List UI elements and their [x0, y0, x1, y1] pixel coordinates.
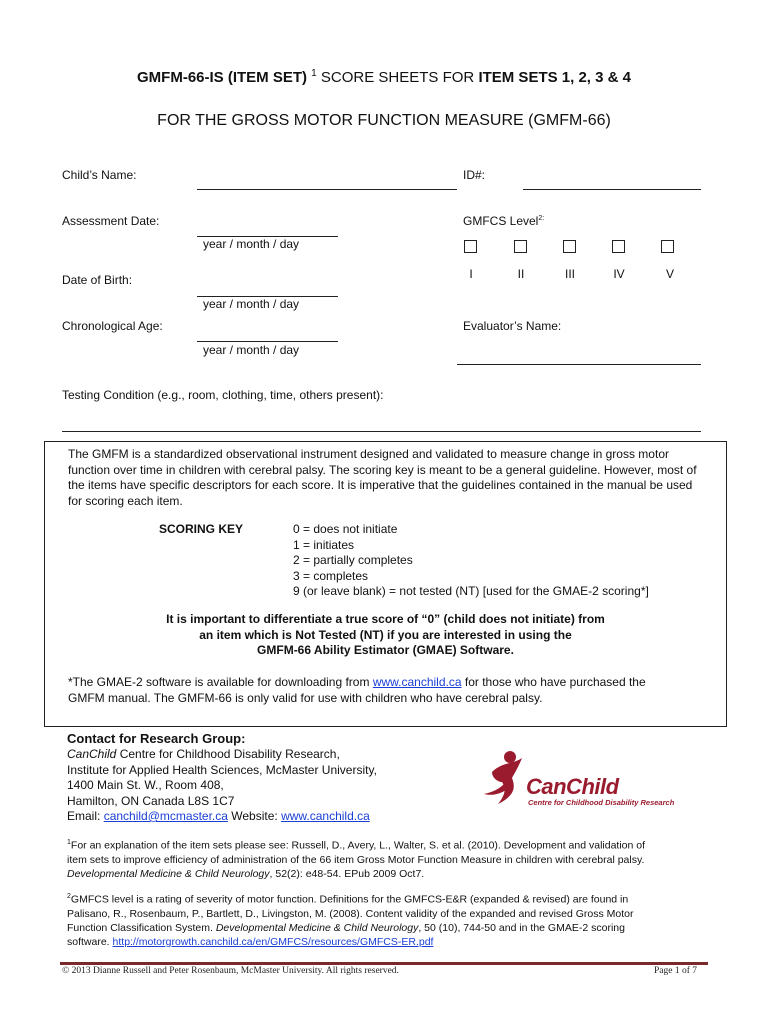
footer-copyright: © 2013 Dianne Russell and Peter Rosenbaum, McMaster University. All rights reserved.	[62, 966, 399, 976]
id-label: ID#:	[463, 168, 486, 182]
contact-line3: 1400 Main St. W., Room 408,	[67, 778, 224, 792]
footer-divider	[60, 962, 708, 965]
logo-name: CanChild	[526, 774, 619, 799]
testing-condition-field[interactable]	[62, 431, 701, 432]
contact-org-italic: CanChild	[67, 747, 117, 761]
contact-org: Centre for Childhood Disability Research,	[116, 747, 340, 761]
gmfcs-checkbox-i[interactable]	[464, 240, 477, 253]
scoring-key-list	[293, 522, 649, 600]
assessment-date-hint: year / month / day	[203, 237, 300, 251]
scoring-key-item: 3 = completes	[293, 568, 369, 583]
footnote-2-marker: 2	[67, 893, 71, 900]
email-label: Email:	[67, 809, 104, 823]
canchild-logo	[484, 748, 714, 810]
email-link[interactable]: canchild@mcmaster.ca	[103, 809, 228, 823]
gmfcs-level-iii: III	[564, 267, 575, 281]
chronological-age-field[interactable]	[197, 341, 338, 342]
footnote-2-line4: software.	[67, 935, 113, 948]
contact-line2: Institute for Applied Health Sciences, McMaster University,	[67, 762, 377, 777]
scoring-key-item: 0 = does not initiate	[293, 522, 398, 536]
chronological-age-hint: year / month / day	[203, 343, 300, 357]
childs-name-label: Child’s Name:	[62, 168, 137, 182]
website-link[interactable]: www.canchild.ca	[281, 809, 370, 823]
gmfcs-level-v: V	[665, 267, 674, 281]
title-part1: GMFM-66-IS (ITEM SET)	[137, 69, 307, 86]
gmae-note-text: *The GMAE-2 software is available for downloading from	[68, 675, 373, 689]
id-field[interactable]	[523, 189, 701, 190]
gmfcs-er-link[interactable]: http://motorgrowth.canchild.ca/en/GMFCS/resources/GMFCS-ER.pdf	[112, 935, 434, 948]
footnote-1-rest: , 52(2): e48-54. EPub 2009 Oct7.	[269, 867, 425, 880]
canchild-link[interactable]: www.canchild.ca	[372, 675, 462, 689]
gmfcs-checkbox-iv[interactable]	[612, 240, 625, 253]
footer-page-number: Page 1 of 7	[654, 966, 698, 976]
gmfcs-level-label	[463, 214, 544, 228]
gmae-note	[68, 675, 718, 706]
footnote-1-line1: For an explanation of the item sets please see: Russell, D., Avery, L., Walter, S. et al. (2010). Development and validation of	[70, 839, 646, 852]
gmfm-intro: The GMFM is a standardized observational instrument designed and validated to measure change in gross motor function over time in children with cerebral palsy. The scoring key is meant to be a general guideline. However, most of the items have specific descriptors for each score. It is imperative that the guidelines contained in the manual be used for scoring each item.	[68, 447, 697, 508]
testing-condition-label: Testing Condition (e.g., room, clothing, time, others present):	[62, 388, 384, 402]
footnote-2	[67, 890, 717, 949]
evaluators-name-label: Evaluator’s Name:	[463, 319, 562, 333]
gmfcs-level-i: I	[469, 267, 473, 281]
page-subtitle: FOR THE GROSS MOTOR FUNCTION MEASURE (GMFM-66)	[157, 112, 611, 129]
scoring-key-label: SCORING KEY	[159, 522, 244, 536]
gmfcs-level-ii: II	[517, 267, 525, 281]
title-part2: SCORE SHEETS FOR	[316, 69, 479, 86]
website-label: Website:	[227, 809, 282, 823]
gmfcs-checkbox-v[interactable]	[661, 240, 674, 253]
important-note	[44, 612, 727, 659]
footnote-1	[67, 836, 717, 881]
footnote-1-marker: 1	[67, 839, 71, 846]
gmfcs-footnote-marker: 2:	[538, 215, 545, 222]
assessment-date-label: Assessment Date:	[62, 214, 160, 228]
gmfcs-checkbox-ii[interactable]	[514, 240, 527, 253]
footnote-2-line3: Function Classification System.	[67, 921, 216, 934]
footnote-1-journal: Developmental Medicine & Child Neurology	[67, 867, 270, 880]
footnote-2-journal: Developmental Medicine & Child Neurology	[215, 921, 419, 934]
scoring-key-item: 1 = initiates	[293, 537, 355, 552]
gmfcs-level-iv: IV	[613, 267, 625, 281]
gmae-note-text-2: for those who have purchased the	[461, 675, 646, 689]
important-line: It is important to differentiate a true score of “0” (child does not initiate) from	[166, 612, 605, 626]
important-line: an item which is Not Tested (NT) if you are interested in using the	[199, 627, 572, 642]
scoring-key-item: 2 = partially completes	[293, 553, 413, 567]
gmfcs-checkbox-iii[interactable]	[563, 240, 576, 253]
important-line: GMFM-66 Ability Estimator (GMAE) Software.	[257, 643, 514, 657]
footnote-2-line2: Palisano, R., Rosenbaum, P., Bartlett, D., Livingston, M. (2008). Content validity of the expanded and revised Gross Motor	[67, 907, 634, 920]
logo-tagline: Centre for Childhood Disability Research	[528, 798, 675, 807]
scoring-key-item: 9 (or leave blank) = not tested (NT) [used for the GMAE-2 scoring*]	[293, 584, 649, 598]
contact-block	[67, 747, 377, 825]
chronological-age-label: Chronological Age:	[62, 319, 163, 333]
date-of-birth-label: Date of Birth:	[62, 273, 133, 287]
contact-line4: Hamilton, ON Canada L8S 1C7	[67, 793, 235, 808]
title-part3: ITEM SETS 1, 2, 3 & 4	[478, 69, 631, 86]
footnote-1-line2: item sets to improve efficiency of administration of the 66 item Gross Motor Function Measure in children with cerebral palsy.	[67, 853, 645, 866]
title-footnote-marker: 1	[311, 68, 317, 79]
footnote-2-line3-post: , 50 (10), 744-50 and in the GMAE-2 scoring	[418, 921, 625, 934]
footnote-2-line1: GMFCS level is a rating of severity of motor function. Definitions for the GMFCS-E&R (expanded & revised) are found in	[70, 893, 629, 906]
page-title	[0, 68, 768, 86]
gmae-note-line2: GMFM manual. The GMFM-66 is only valid for use with children who have cerebral palsy.	[68, 690, 543, 705]
date-of-birth-hint: year / month / day	[203, 297, 300, 311]
gmfcs-level-text: GMFCS Level	[463, 214, 539, 228]
evaluators-name-field[interactable]	[457, 364, 701, 365]
contact-heading: Contact for Research Group:	[67, 731, 246, 746]
childs-name-field[interactable]	[197, 189, 457, 190]
